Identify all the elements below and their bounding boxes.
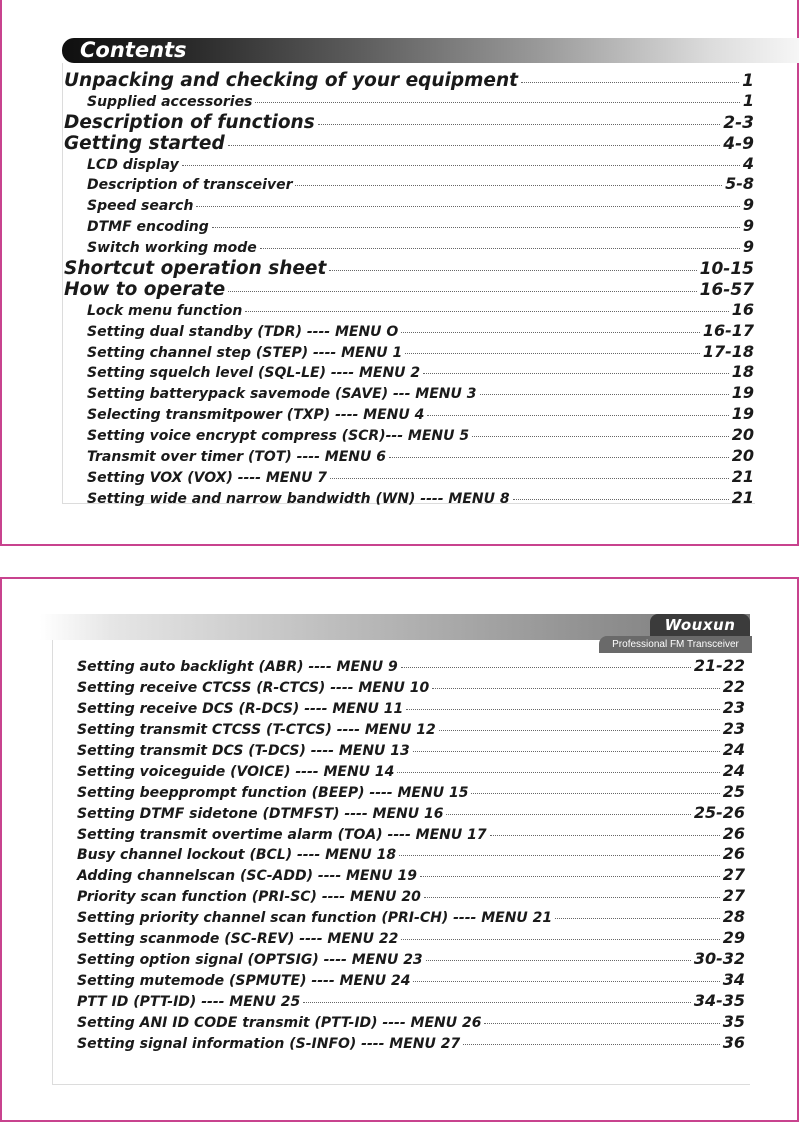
toc-entry-page: 26 xyxy=(722,844,745,864)
toc-entry xyxy=(64,237,754,258)
dot-leader xyxy=(397,772,719,773)
dot-leader xyxy=(472,436,729,437)
toc-entry xyxy=(64,467,754,488)
toc-entry-page: 16 xyxy=(731,299,754,319)
toc-entry-page: 27 xyxy=(722,886,745,906)
contents-page-1 xyxy=(0,0,799,546)
toc-entry-title: Setting VOX (VOX) ---- MENU 7 xyxy=(87,469,328,486)
toc-entry-title: Description of functions xyxy=(64,111,315,133)
toc-entry-page: 18 xyxy=(731,362,754,382)
wouxun-logo xyxy=(650,614,750,636)
toc-entry-page: 28 xyxy=(722,907,745,927)
toc-entry xyxy=(77,1012,745,1033)
dot-leader xyxy=(228,291,696,292)
dot-leader xyxy=(303,1002,691,1003)
dot-leader xyxy=(426,960,691,961)
toc-entry-page: 5-8 xyxy=(725,174,754,194)
toc-entry xyxy=(64,446,754,467)
dot-leader xyxy=(329,270,696,271)
dot-leader xyxy=(255,102,739,103)
toc-entry xyxy=(64,279,754,300)
toc-entry-title: Setting auto backlight (ABR) ---- MENU 9 xyxy=(77,659,398,675)
dot-leader xyxy=(480,394,729,395)
dot-leader xyxy=(406,709,719,710)
toc-entry xyxy=(77,970,745,991)
toc-entry-title: Transmit over timer (TOT) ---- MENU 6 xyxy=(87,449,386,466)
dot-leader xyxy=(463,1044,719,1045)
dot-leader xyxy=(401,939,719,940)
toc-entry xyxy=(64,195,754,216)
toc-entry xyxy=(64,342,754,363)
dot-leader xyxy=(260,248,740,249)
toc-list-page-2 xyxy=(77,656,745,1054)
toc-entry-page: 17-18 xyxy=(702,341,754,361)
toc-entry xyxy=(77,824,745,845)
toc-entry xyxy=(77,782,745,803)
tagline-badge xyxy=(599,636,752,653)
dot-leader xyxy=(196,206,739,207)
toc-entry xyxy=(64,112,754,133)
dot-leader xyxy=(212,227,740,228)
dot-leader xyxy=(555,918,720,919)
dot-leader xyxy=(420,876,720,877)
toc-entry-page: 10-15 xyxy=(699,259,754,280)
toc-entry xyxy=(77,865,745,886)
dot-leader xyxy=(401,332,700,333)
toc-entry xyxy=(77,761,745,782)
toc-entry xyxy=(77,991,745,1012)
toc-entry-page: 9 xyxy=(742,237,754,257)
dot-leader xyxy=(228,145,721,146)
toc-entry-title: How to operate xyxy=(64,278,226,300)
frame-line-left xyxy=(62,63,63,503)
dot-leader xyxy=(424,897,720,898)
toc-entry-page: 20 xyxy=(731,446,754,466)
toc-entry-title: DTMF encoding xyxy=(87,219,209,236)
toc-entry-title: Getting started xyxy=(64,132,225,154)
toc-entry xyxy=(77,886,745,907)
toc-entry-title: Adding channelscan (SC-ADD) ---- MENU 19 xyxy=(77,868,417,885)
toc-entry-title: Shortcut operation sheet xyxy=(64,258,327,280)
toc-entry xyxy=(77,740,745,761)
toc-entry-title: Switch working mode xyxy=(87,240,257,257)
toc-entry-title: Setting option signal (OPTSIG) ---- MENU 23 xyxy=(77,952,423,969)
toc-entry-title: Setting batterypack savemode (SAVE) --- MENU 3 xyxy=(87,386,477,403)
dot-leader xyxy=(439,730,720,731)
toc-entry xyxy=(77,928,745,949)
toc-entry xyxy=(64,383,754,404)
toc-entry-title: Setting DTMF sidetone (DTMFST) ---- MENU 16 xyxy=(77,805,444,822)
toc-entry-page: 25 xyxy=(722,781,745,801)
toc-entry xyxy=(64,425,754,446)
toc-entry-title: LCD display xyxy=(87,156,179,173)
toc-entry xyxy=(77,677,745,698)
dot-leader xyxy=(490,835,720,836)
toc-entry-title: Setting ANI ID CODE transmit (PTT-ID) ---- MENU 26 xyxy=(77,1014,482,1031)
dot-leader xyxy=(399,855,720,856)
toc-entry-page: 16-57 xyxy=(699,279,754,300)
toc-entry-page: 20 xyxy=(731,425,754,445)
toc-entry xyxy=(77,698,745,719)
toc-entry-page: 22 xyxy=(722,676,745,696)
toc-entry xyxy=(64,216,754,237)
toc-entry xyxy=(77,907,745,928)
toc-entry-title: Setting channel step (STEP) ---- MENU 1 xyxy=(87,344,403,361)
toc-entry-page: 34-35 xyxy=(693,991,745,1010)
dot-leader xyxy=(513,499,729,500)
toc-entry-page: 34 xyxy=(722,970,745,990)
toc-entry-title: Busy channel lockout (BCL) ---- MENU 18 xyxy=(77,847,397,864)
toc-entry-page: 24 xyxy=(722,760,745,780)
toc-entry-page: 23 xyxy=(722,718,745,738)
toc-entry-title: Setting signal information (S-INFO) ---- MENU 27 xyxy=(77,1035,461,1052)
toc-entry-title: Description of transceiver xyxy=(87,177,293,194)
toc-entry xyxy=(77,1033,745,1054)
toc-entry xyxy=(64,258,754,279)
toc-entry xyxy=(64,91,754,112)
toc-entry-page: 19 xyxy=(731,404,754,424)
toc-entry xyxy=(77,949,745,970)
frame-line-bottom-2 xyxy=(52,1084,750,1085)
toc-entry-title: Lock menu function xyxy=(87,302,243,319)
toc-entry xyxy=(77,656,745,677)
toc-list-page-1 xyxy=(64,70,754,509)
toc-entry-page: 16-17 xyxy=(702,320,754,340)
toc-entry-page: 26 xyxy=(722,823,745,843)
toc-entry-page: 21 xyxy=(731,487,754,507)
toc-entry xyxy=(64,404,754,425)
dot-leader xyxy=(245,311,728,312)
toc-entry xyxy=(64,300,754,321)
toc-entry-page: 1 xyxy=(742,90,754,110)
toc-entry-page: 21 xyxy=(731,466,754,486)
toc-entry-title: Setting transmit overtime alarm (TOA) ---- MENU 17 xyxy=(77,826,487,843)
toc-entry-title: Selecting transmitpower (TXP) ---- MENU 4 xyxy=(87,407,425,424)
dot-leader xyxy=(389,457,729,458)
toc-entry-title: Setting transmit DCS (T-DCS) ---- MENU 13 xyxy=(77,742,410,759)
dot-leader xyxy=(405,353,700,354)
toc-entry-page: 1 xyxy=(742,71,754,91)
toc-entry-title: Setting scanmode (SC-REV) ---- MENU 22 xyxy=(77,931,399,948)
contents-header-bar xyxy=(62,38,799,63)
toc-entry-title: Setting wide and narrow bandwidth (WN) ---- MENU 8 xyxy=(87,490,510,507)
contents-heading: Contents xyxy=(80,38,187,62)
toc-entry-page: 24 xyxy=(722,739,745,759)
dot-leader xyxy=(446,814,690,815)
dot-leader xyxy=(330,478,729,479)
toc-entry-title: Setting mutemode (SPMUTE) ---- MENU 24 xyxy=(77,973,411,990)
contents-page-2 xyxy=(0,577,799,1122)
dot-leader xyxy=(471,793,719,794)
dot-leader xyxy=(401,667,691,668)
toc-entry-page: 2-3 xyxy=(723,112,754,133)
toc-entry xyxy=(64,70,754,91)
toc-entry-page: 9 xyxy=(742,216,754,236)
toc-entry-page: 9 xyxy=(742,195,754,215)
toc-entry-title: Setting receive CTCSS (R-CTCS) ---- MENU 10 xyxy=(77,679,430,696)
dot-leader xyxy=(413,751,720,752)
toc-entry xyxy=(64,133,754,154)
toc-entry-title: Setting voiceguide (VOICE) ---- MENU 14 xyxy=(77,763,395,780)
toc-entry-title: Setting dual standby (TDR) ---- MENU O xyxy=(87,323,399,340)
toc-entry-title: Setting beepprompt function (BEEP) ---- MENU 15 xyxy=(77,784,469,801)
toc-entry-title: Setting voice encrypt compress (SCR)--- MENU 5 xyxy=(87,428,470,445)
dot-leader xyxy=(182,165,740,166)
toc-entry-page: 25-26 xyxy=(693,802,745,822)
dot-leader xyxy=(427,415,728,416)
toc-entry-page: 21-22 xyxy=(693,656,745,675)
toc-entry-page: 36 xyxy=(722,1032,745,1052)
toc-entry xyxy=(64,362,754,383)
toc-entry xyxy=(64,321,754,342)
toc-entry-title: Supplied accessories xyxy=(87,93,253,110)
toc-entry-title: Setting transmit CTCSS (T-CTCS) ---- MENU 12 xyxy=(77,721,436,738)
toc-entry-page: 27 xyxy=(722,865,745,885)
toc-entry-title: Unpacking and checking of your equipment xyxy=(64,70,518,91)
frame-line-left-2 xyxy=(52,640,53,1084)
toc-entry xyxy=(77,803,745,824)
toc-entry xyxy=(64,488,754,509)
toc-entry-title: Setting priority channel scan function (PRI-CH) ---- MENU 21 xyxy=(77,910,553,927)
dot-leader xyxy=(413,981,719,982)
toc-entry-page: 30-32 xyxy=(693,949,745,969)
toc-entry-page: 29 xyxy=(722,928,745,948)
dot-leader xyxy=(521,82,739,83)
toc-entry-page: 19 xyxy=(731,383,754,403)
dot-leader xyxy=(318,124,721,125)
toc-entry xyxy=(64,154,754,175)
tagline-text: Professional FM Transceiver xyxy=(612,639,739,650)
toc-entry xyxy=(77,719,745,740)
dot-leader xyxy=(484,1023,719,1024)
toc-entry-page: 23 xyxy=(722,697,745,717)
toc-entry xyxy=(77,844,745,865)
toc-entry-title: Priority scan function (PRI-SC) ---- MENU 20 xyxy=(77,889,421,906)
dot-leader xyxy=(432,688,719,689)
toc-entry-title: PTT ID (PTT-ID) ---- MENU 25 xyxy=(77,994,301,1010)
toc-entry-page: 4-9 xyxy=(723,133,754,154)
toc-entry-title: Setting receive DCS (R-DCS) ---- MENU 11 xyxy=(77,700,404,717)
toc-entry-title: Speed search xyxy=(87,198,194,215)
toc-entry-page: 4 xyxy=(742,153,754,173)
toc-entry xyxy=(64,174,754,195)
toc-entry-page: 35 xyxy=(722,1011,745,1031)
toc-entry-title: Setting squelch level (SQL-LE) ---- MENU 2 xyxy=(87,365,421,382)
dot-leader xyxy=(423,373,729,374)
dot-leader xyxy=(295,185,722,186)
logo-text: Wouxun xyxy=(664,616,736,634)
